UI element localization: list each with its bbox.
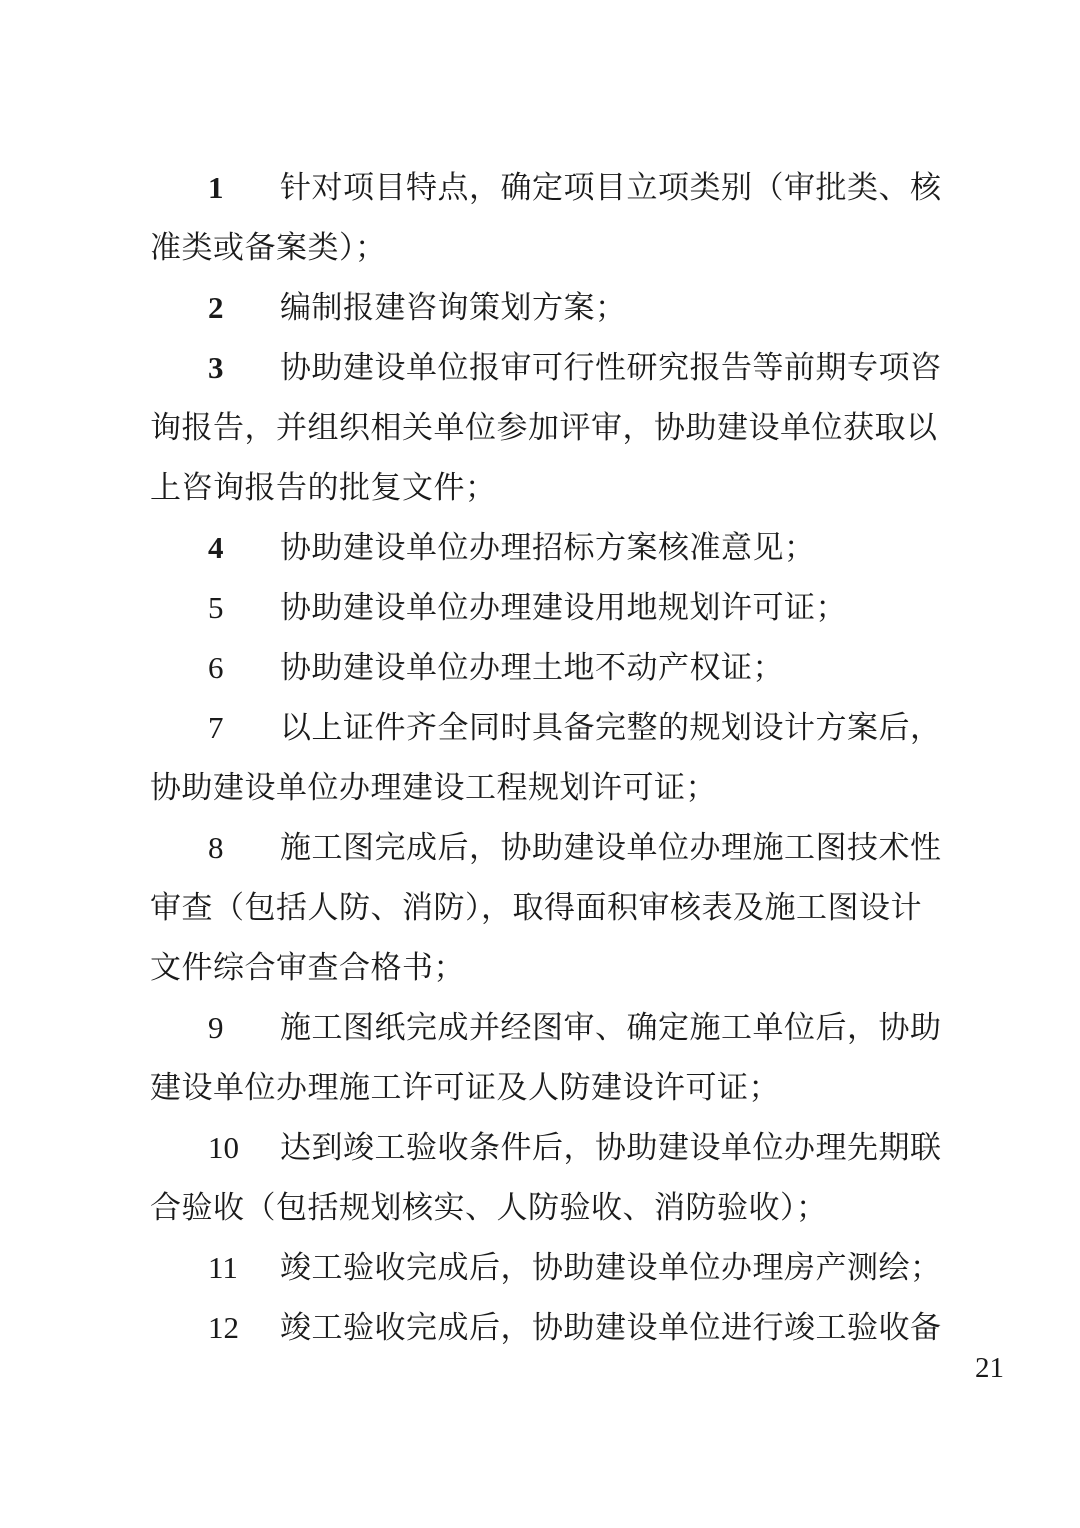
item-text-line: 文件综合审查合格书； bbox=[150, 950, 465, 986]
item-number: 7 bbox=[208, 710, 224, 745]
item-text-line: 施工图纸完成并经图审、确定施工单位后，协助 bbox=[280, 1010, 942, 1046]
item-number: 6 bbox=[208, 650, 224, 685]
item-number: 12 bbox=[208, 1310, 239, 1345]
item-text-line: 竣工验收完成后，协助建设单位进行竣工验收备 bbox=[280, 1310, 942, 1346]
item-number: 2 bbox=[208, 290, 224, 325]
item-text-line: 达到竣工验收条件后，协助建设单位办理先期联 bbox=[280, 1130, 942, 1166]
item-text-line: 协助建设单位报审可行性研究报告等前期专项咨 bbox=[280, 350, 942, 386]
item-number: 3 bbox=[208, 350, 224, 385]
item-text-line: 建设单位办理施工许可证及人防建设许可证； bbox=[150, 1070, 780, 1106]
item-text-line: 合验收（包括规划核实、人防验收、消防验收）； bbox=[150, 1190, 828, 1226]
item-text-line: 竣工验收完成后，协助建设单位办理房产测绘； bbox=[280, 1250, 942, 1286]
item-text-line: 协助建设单位办理招标方案核准意见； bbox=[280, 530, 816, 566]
page-number: 21 bbox=[975, 1352, 1004, 1384]
item-number: 1 bbox=[208, 170, 224, 205]
item-text-line: 协助建设单位办理土地不动产权证； bbox=[280, 650, 784, 686]
item-number: 10 bbox=[208, 1130, 239, 1165]
item-text-line: 审查（包括人防、消防），取得面积审核表及施工图设计 bbox=[150, 890, 922, 926]
item-number: 4 bbox=[208, 530, 224, 565]
item-number: 5 bbox=[208, 590, 224, 625]
item-text-line: 编制报建咨询策划方案； bbox=[280, 290, 627, 326]
item-text-line: 准类或备案类）； bbox=[150, 230, 387, 266]
item-text-line: 针对项目特点，确定项目立项类别（审批类、核 bbox=[280, 170, 942, 206]
item-text-line: 协助建设单位办理建设工程规划许可证； bbox=[150, 770, 717, 806]
item-text-line: 上咨询报告的批复文件； bbox=[150, 470, 497, 506]
item-text-line: 协助建设单位办理建设用地规划许可证； bbox=[280, 590, 847, 626]
item-number: 11 bbox=[208, 1250, 238, 1285]
item-text-line: 询报告，并组织相关单位参加评审，协助建设单位获取以 bbox=[150, 410, 938, 446]
item-number: 9 bbox=[208, 1010, 224, 1045]
item-text-line: 以上证件齐全同时具备完整的规划设计方案后， bbox=[280, 710, 942, 746]
item-text-line: 施工图完成后，协助建设单位办理施工图技术性 bbox=[280, 830, 942, 866]
item-number: 8 bbox=[208, 830, 224, 865]
